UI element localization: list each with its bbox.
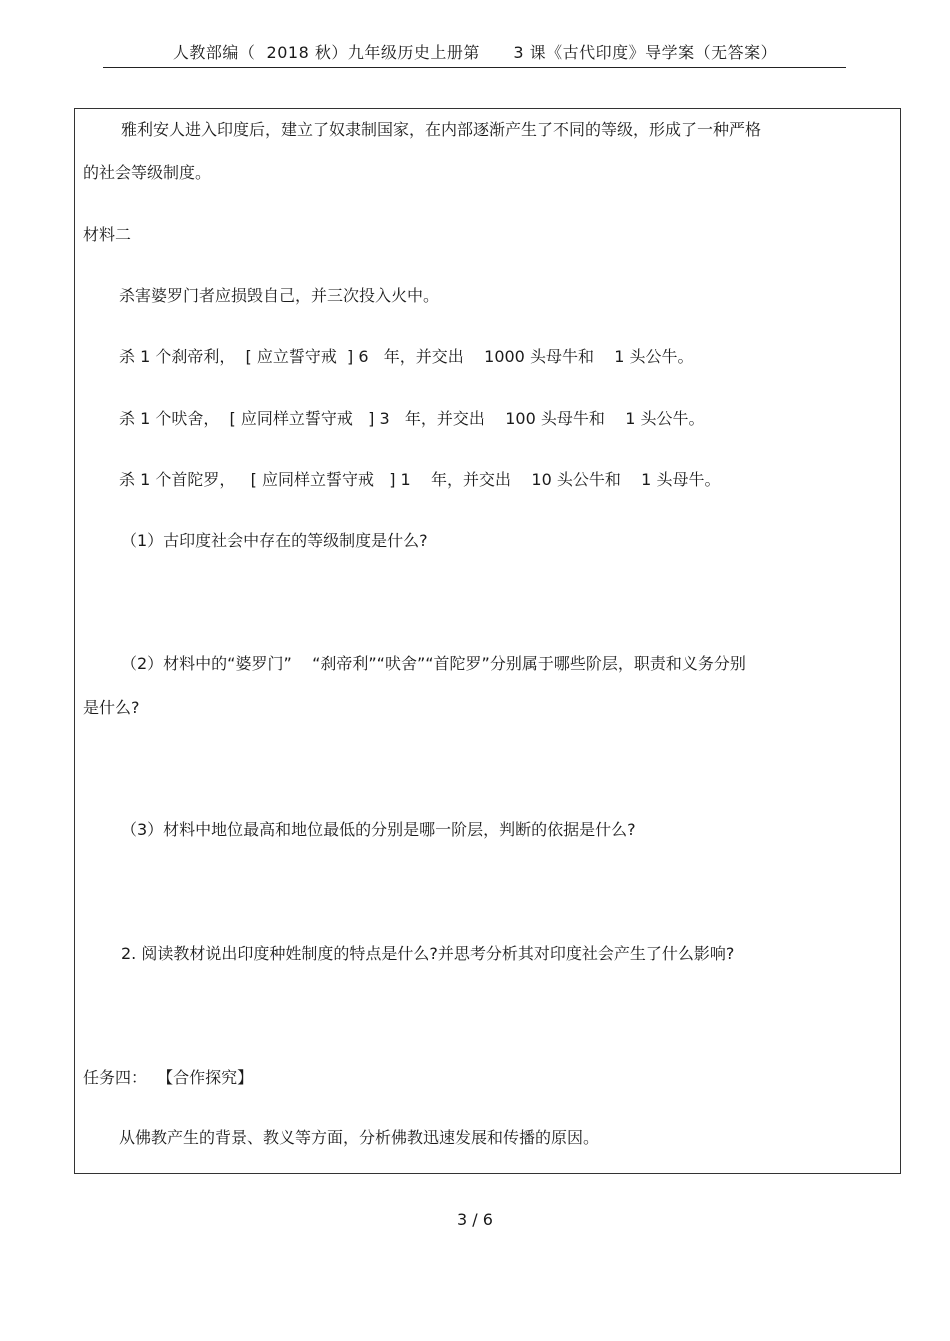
header-divider bbox=[103, 67, 846, 68]
law-brahmin: 杀害婆罗门者应损毁自己，并三次投入火中。 bbox=[119, 286, 440, 305]
page-header-title: 人教部编（ 2018 秋）九年级历史上册第 3 课《古代印度》导学案（无答案） bbox=[172, 43, 778, 62]
task-4-label: 任务四： 【合作探究】 bbox=[83, 1068, 254, 1087]
question-3: （3）材料中地位最高和地位最低的分别是哪一阶层，判断的依据是什么? bbox=[121, 820, 636, 839]
law-shudra: 杀 1 个首陀罗， [ 应同样立誓守戒 ] 1 年，并交出 10 头公牛和 1 头母牛。 bbox=[119, 470, 721, 489]
paragraph-1-line-1: 雅利安人进入印度后，建立了奴隶制国家，在内部逐渐产生了不同的等级，形成了一种严格 bbox=[121, 120, 762, 139]
content-box bbox=[74, 108, 901, 1174]
law-kshatriya: 杀 1 个刹帝利， [ 应立誓守戒 ] 6 年，并交出 1000 头母牛和 1 头公牛。 bbox=[119, 347, 694, 366]
law-vaishya: 杀 1 个吠舍， [ 应同样立誓守戒 ] 3 年，并交出 100 头母牛和 1 头公牛。 bbox=[119, 409, 705, 428]
page-number: 3 / 6 bbox=[457, 1210, 493, 1229]
task-4-text: 从佛教产生的背景、教义等方面，分析佛教迅速发展和传播的原因。 bbox=[119, 1128, 600, 1147]
question-1: （1）古印度社会中存在的等级制度是什么? bbox=[121, 531, 428, 550]
paragraph-1-line-2: 的社会等级制度。 bbox=[83, 163, 212, 182]
material-2-label: 材料二 bbox=[83, 225, 132, 244]
question-2-line-2: 是什么? bbox=[83, 698, 140, 717]
item-2-question: 2. 阅读教材说出印度种姓制度的特点是什么?并思考分析其对印度社会产生了什么影响? bbox=[121, 944, 735, 963]
question-2-line-1: （2）材料中的“婆罗门” “刹帝利”“吠舍”“首陀罗”分别属于哪些阶层，职责和义务分别 bbox=[121, 654, 746, 673]
